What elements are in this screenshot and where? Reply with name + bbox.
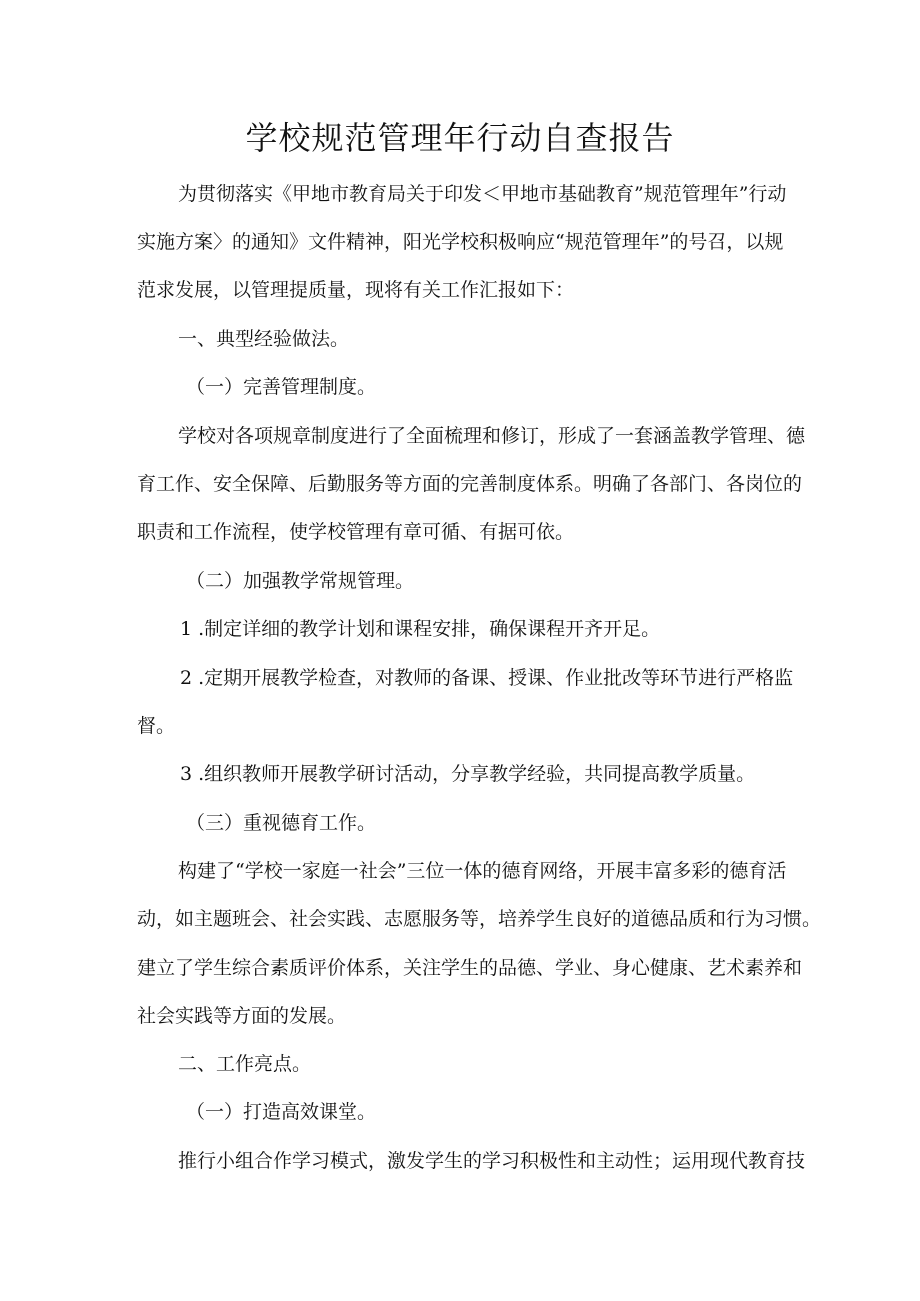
paragraph-line: 学校对各项规章制度进行了全面梳理和修订，形成了一套涵盖教学管理、德 bbox=[178, 425, 806, 447]
intro-line: 实施方案〉的通知》文件精神，阳光学校积极响应“规范管理年”的号召，以规 bbox=[137, 231, 784, 253]
paragraph-line: 推行小组合作学习模式，激发学生的学习积极性和主动性；运用现代教育技 bbox=[178, 1150, 806, 1172]
list-item: 3 .组织教师开展教学研讨活动，分享教学经验，共同提高教学质量。 bbox=[180, 763, 756, 785]
document-title: 学校规范管理年行动自查报告 bbox=[245, 119, 675, 157]
list-item: 2 .定期开展教学检查，对教师的备课、授课、作业批改等环节进行严格监 bbox=[180, 667, 794, 689]
list-item: 1 .制定详细的教学计划和课程安排，确保课程开齐开足。 bbox=[180, 618, 661, 640]
subsection-heading: （一）完善管理制度。 bbox=[186, 376, 377, 398]
paragraph-line: 职责和工作流程，使学校管理有章可循、有据可依。 bbox=[137, 521, 575, 543]
paragraph-line: 社会实践等方面的发展。 bbox=[137, 1005, 347, 1027]
list-item-continuation: 督。 bbox=[137, 715, 176, 737]
subsection-heading: （二）加强教学常规管理。 bbox=[186, 570, 415, 592]
intro-line: 为贯彻落实《甲地市教育局关于印发＜甲地市基础教育”规范管理年”行动 bbox=[178, 183, 787, 205]
intro-line: 范求发展，以管理提质量，现将有关工作汇报如下： bbox=[137, 279, 575, 301]
subsection-heading: （三）重视德育工作。 bbox=[186, 812, 377, 834]
section-heading: 二、工作亮点。 bbox=[178, 1053, 312, 1075]
subsection-heading: （一）打造高效课堂。 bbox=[186, 1101, 377, 1123]
paragraph-line: 动，如主题班会、社会实践、志愿服务等，培养学生良好的道德品质和行为习惯。 bbox=[137, 908, 822, 930]
paragraph-line: 建立了学生综合素质评价体系，关注学生的品德、学业、身心健康、艺术素养和 bbox=[137, 957, 803, 979]
paragraph-line: 育工作、安全保障、后勤服务等方面的完善制度体系。明确了各部门、各岗位的 bbox=[137, 473, 803, 495]
section-heading: 一、典型经验做法。 bbox=[178, 328, 350, 350]
paragraph-line: 构建了“学校一家庭一社会”三位一体的德育网络，开展丰富多彩的德育活 bbox=[178, 860, 787, 882]
